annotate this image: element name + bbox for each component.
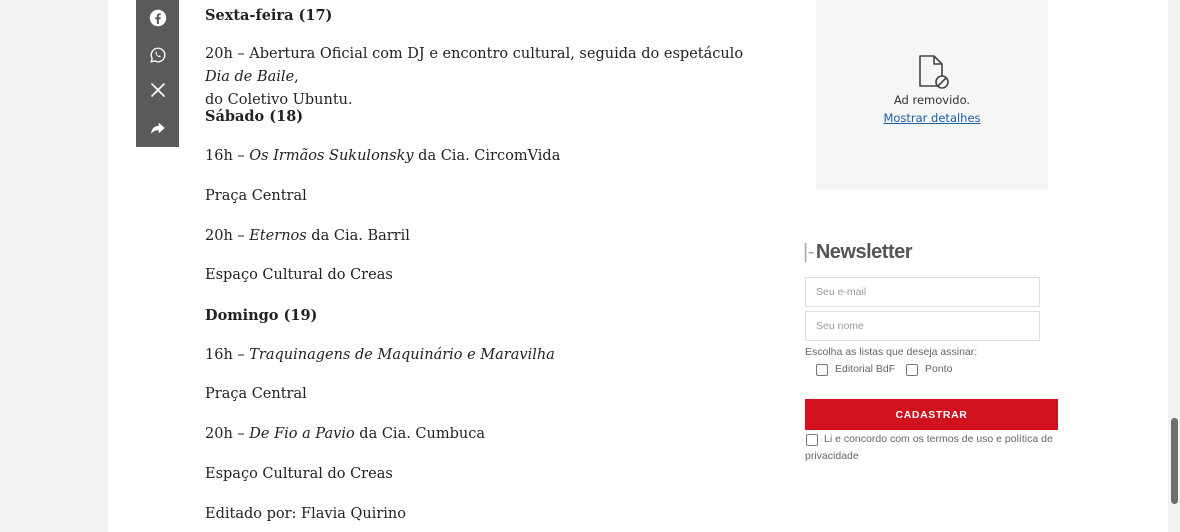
email-input[interactable] — [805, 277, 1040, 307]
facebook-share-button[interactable] — [136, 0, 179, 36]
terms-text-line2: privacidade — [805, 450, 859, 462]
list-ponto-label: Ponto — [925, 363, 953, 375]
newsletter-widget — [800, 240, 1060, 465]
show-details-link[interactable]: Mostrar detalhes — [883, 111, 981, 125]
newsletter-title: |- Newsletter — [803, 241, 913, 263]
paragraph-sunday-3: 20h – De Fio a Pavio da Cia. Cumbuca — [205, 426, 485, 442]
scrollbar-thumb[interactable] — [1171, 418, 1178, 504]
list-ponto-checkbox[interactable] — [906, 364, 918, 376]
list-editorial-checkbox[interactable] — [816, 364, 828, 376]
editor-credit: Editado por: Flavia Quirino — [205, 506, 406, 522]
x-share-button[interactable] — [136, 72, 179, 108]
list-editorial-label: Editorial BdF — [835, 363, 896, 375]
subscribe-button[interactable]: CADASTRAR — [805, 399, 1058, 430]
terms-checkbox[interactable] — [806, 434, 818, 446]
facebook-icon — [149, 9, 167, 27]
paragraph-saturday-4: Espaço Cultural do Creas — [205, 267, 393, 283]
ad-removed-text: Ad removido. — [893, 93, 971, 107]
share-button[interactable] — [136, 110, 179, 146]
share-arrow-icon — [149, 119, 167, 137]
whatsapp-share-button[interactable] — [136, 37, 179, 73]
share-bar — [136, 0, 179, 147]
paragraph-saturday-1: 16h – Os Irmãos Sukulonsky da Cia. CircomVida — [205, 148, 561, 164]
day-heading-friday: Sexta-feira (17) — [205, 7, 333, 24]
paragraph-saturday-2: Praça Central — [205, 188, 307, 204]
paragraph-sunday-4: Espaço Cultural do Creas — [205, 466, 393, 482]
paragraph-saturday-3: 20h – Eternos da Cia. Barril — [205, 228, 410, 244]
x-icon — [149, 81, 167, 99]
blocked-document-icon — [916, 54, 952, 90]
whatsapp-icon — [149, 46, 167, 64]
paragraph-sunday-2: Praça Central — [205, 386, 307, 402]
lists-prompt: Escolha as listas que deseja assinar: — [805, 346, 978, 358]
terms-text-line1: Li e concordo com os termos de uso e política de — [824, 433, 1053, 445]
paragraph-friday-event: 20h – Abertura Oficial com DJ e encontro cultural, seguida do espetáculo Dia de Baile, do Coletivo Ubuntu. — [205, 46, 744, 108]
day-heading-sunday: Domingo (19) — [205, 307, 318, 324]
name-input[interactable] — [805, 311, 1040, 341]
paragraph-sunday-1: 16h – Traquinagens de Maquinário e Maravilha — [205, 347, 555, 363]
day-heading-saturday: Sábado (18) — [205, 108, 304, 125]
